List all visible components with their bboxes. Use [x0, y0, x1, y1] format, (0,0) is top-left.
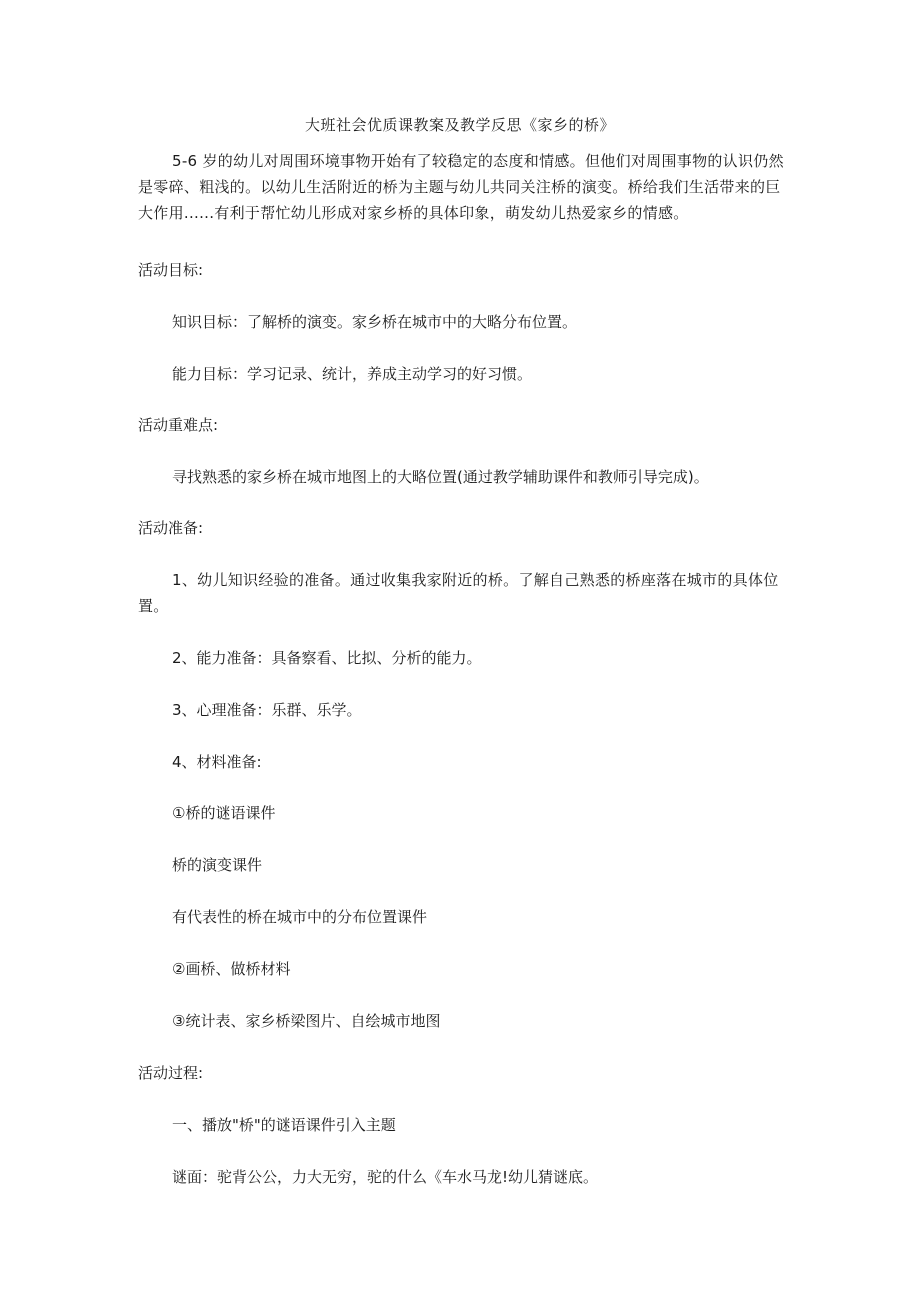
preparation-item-2: 2、能力准备：具备察看、比拟、分析的能力。	[172, 649, 482, 667]
preparation-item-4: 4、材料准备:	[172, 753, 262, 771]
document-title: 大班社会优质课教案及教学反思《家乡的桥》	[304, 116, 615, 134]
material-item-1: ①桥的谜语课件	[172, 804, 276, 822]
goal-ability: 能力目标：学习记录、统计，养成主动学习的好习惯。	[172, 365, 533, 383]
riddle-text: 谜面：驼背公公，力大无穷，驼的什么《车水马龙!幼儿猜谜底。	[172, 1168, 599, 1186]
intro-paragraph: 5-6 岁的幼儿对周围环境事物开始有了较稳定的态度和情感。但他们对周围事物的认识仍然是零碎、粗浅的。以幼儿生活附近的桥为主题与幼儿共同关注桥的演变。桥给我们生活带来的巨大作用......有利于帮忙幼儿形成对家乡桥的具体印象，萌发幼儿热爱家乡的情感。	[138, 152, 784, 222]
preparation-item-3: 3、心理准备：乐群、乐学。	[172, 701, 362, 719]
material-item-2: ②画桥、做桥材料	[172, 960, 291, 978]
material-item-3: ③统计表、家乡桥梁图片、自绘城市地图	[172, 1012, 441, 1030]
key-points-text: 寻找熟悉的家乡桥在城市地图上的大略位置(通过教学辅助课件和教师引导完成)。	[172, 468, 709, 486]
process-heading: 活动过程:	[138, 1064, 204, 1082]
goal-knowledge: 知识目标：了解桥的演变。家乡桥在城市中的大略分布位置。	[172, 313, 578, 331]
key-points-heading: 活动重难点:	[138, 416, 219, 434]
process-step-1: 一、播放"桥"的谜语课件引入主题	[172, 1116, 396, 1134]
preparation-heading: 活动准备:	[138, 519, 204, 537]
material-item-1c: 有代表性的桥在城市中的分布位置课件	[172, 908, 428, 926]
preparation-item-1: 1、幼儿知识经验的准备。通过收集我家附近的桥。了解自己熟悉的桥座落在城市的具体位置。	[138, 571, 779, 615]
material-item-1b: 桥的演变课件	[172, 856, 263, 874]
goals-heading: 活动目标:	[138, 261, 204, 279]
